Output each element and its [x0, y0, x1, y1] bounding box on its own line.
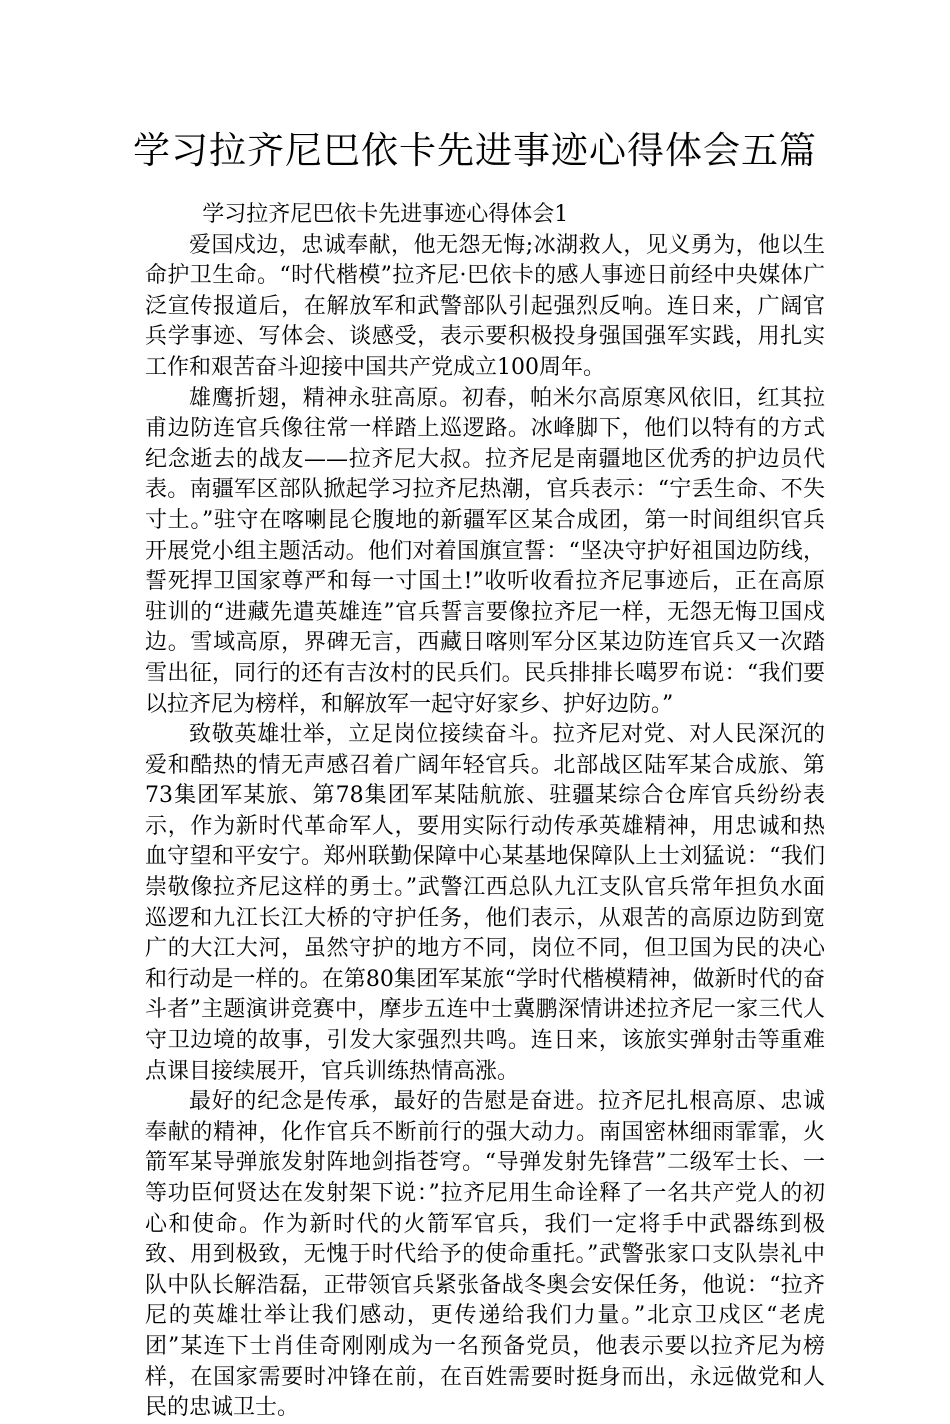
section-heading: 学习拉齐尼巴依卡先进事迹心得体会1 [202, 202, 569, 227]
paragraph-1: 爱国戍边，忠诚奉献，他无怨无悔;冰湖救人，见义勇为，他以生命护卫生命。“时代楷模”拉齐尼·巴依卡的感人事迹日前经中央媒体广泛宣传报道后，在解放军和武警部队引起强烈反响。连日来，广阔官兵学事迹、写体会、谈感受，表示要积极投身强国强军实践，用扎实工作和艰苦奋斗迎接中国共产党成立100周年。 [145, 232, 825, 380]
paragraph-2: 雄鹰折翅，精神永驻高原。初春，帕米尔高原寒风依旧，红其拉甫边防连官兵像往常一样踏上巡逻路。冰峰脚下，他们以特有的方式纪念逝去的战友——拉齐尼大叔。拉齐尼是南疆地区优秀的护边员代表。南疆军区部队掀起学习拉齐尼热潮，官兵表示：“宁丢生命、不失寸土。”驻守在喀喇昆仑腹地的新疆军区某合成团，第一时间组织官兵开展党小组主题活动。他们对着国旗宣誓：“坚决守护好祖国边防线，誓死捍卫国家尊严和每一寸国土!”收听收看拉齐尼事迹后，正在高原驻训的“进藏先遣英雄连”官兵誓言要像拉齐尼一样，无怨无悔卫国戍边。雪域高原，界碑无言，西藏日喀则军分区某边防连官兵又一次踏雪出征，同行的还有吉汝村的民兵们。民兵排排长噶罗布说：“我们要以拉齐尼为榜样，和解放军一起守好家乡、护好边防。” [145, 385, 825, 717]
document-title: 学习拉齐尼巴依卡先进事迹心得体会五篇 [133, 129, 817, 172]
paragraph-4: 最好的纪念是传承，最好的告慰是奋进。拉齐尼扎根高原、忠诚奉献的精神，化作官兵不断前行的强大动力。南国密林细雨霏霏，火箭军某导弹旅发射阵地剑指苍穹。“导弹发射先锋营”二级军士长、一等功臣何贤达在发射架下说：”拉齐尼用生命诠释了一名共产党人的初心和使命。作为新时代的火箭军官兵，我们一定将手中武器练到极致、用到极致，无愧于时代给予的使命重托。”武警张家口支队崇礼中队中队长解浩磊，正带领官兵紧张备战冬奥会安保任务，他说：“拉齐尼的英雄壮举让我们感动，更传递给我们力量。”北京卫戍区“老虎团”某连下士肖佳奇刚刚成为一名预备党员，他表示要以拉齐尼为榜样，在国家需要时冲锋在前，在百姓需要时挺身而出，永远做党和人民的忠诚卫士。 [145, 1089, 825, 1421]
paragraph-3: 致敬英雄壮举，立足岗位接续奋斗。拉齐尼对党、对人民深沉的爱和酷热的情无声感召着广阔年轻官兵。北部战区陆军某合成旅、第73集团军某旅、第78集团军某陆航旅、驻疆某综合仓库官兵纷纷表示，作为新时代革命军人，要用实际行动传承英雄精神，用忠诚和热血守望和平安宁。郑州联勤保障中心某基地保障队上士刘猛说：“我们崇敬像拉齐尼这样的勇士。”武警江西总队九江支队官兵常年担负水面巡逻和九江长江大桥的守护任务，他们表示，从艰苦的高原边防到宽广的大江大河，虽然守护的地方不同，岗位不同，但卫国为民的决心和行动是一样的。在第80集团军某旅“学时代楷模精神，做新时代的奋斗者”主题演讲竞赛中，摩步五连中士冀鹏深情讲述拉齐尼一家三代人守卫边境的故事，引发大家强烈共鸣。连日来，该旅实弹射击等重难点课目接续展开，官兵训练热情高涨。 [145, 722, 825, 1084]
document-body [145, 200, 825, 1424]
